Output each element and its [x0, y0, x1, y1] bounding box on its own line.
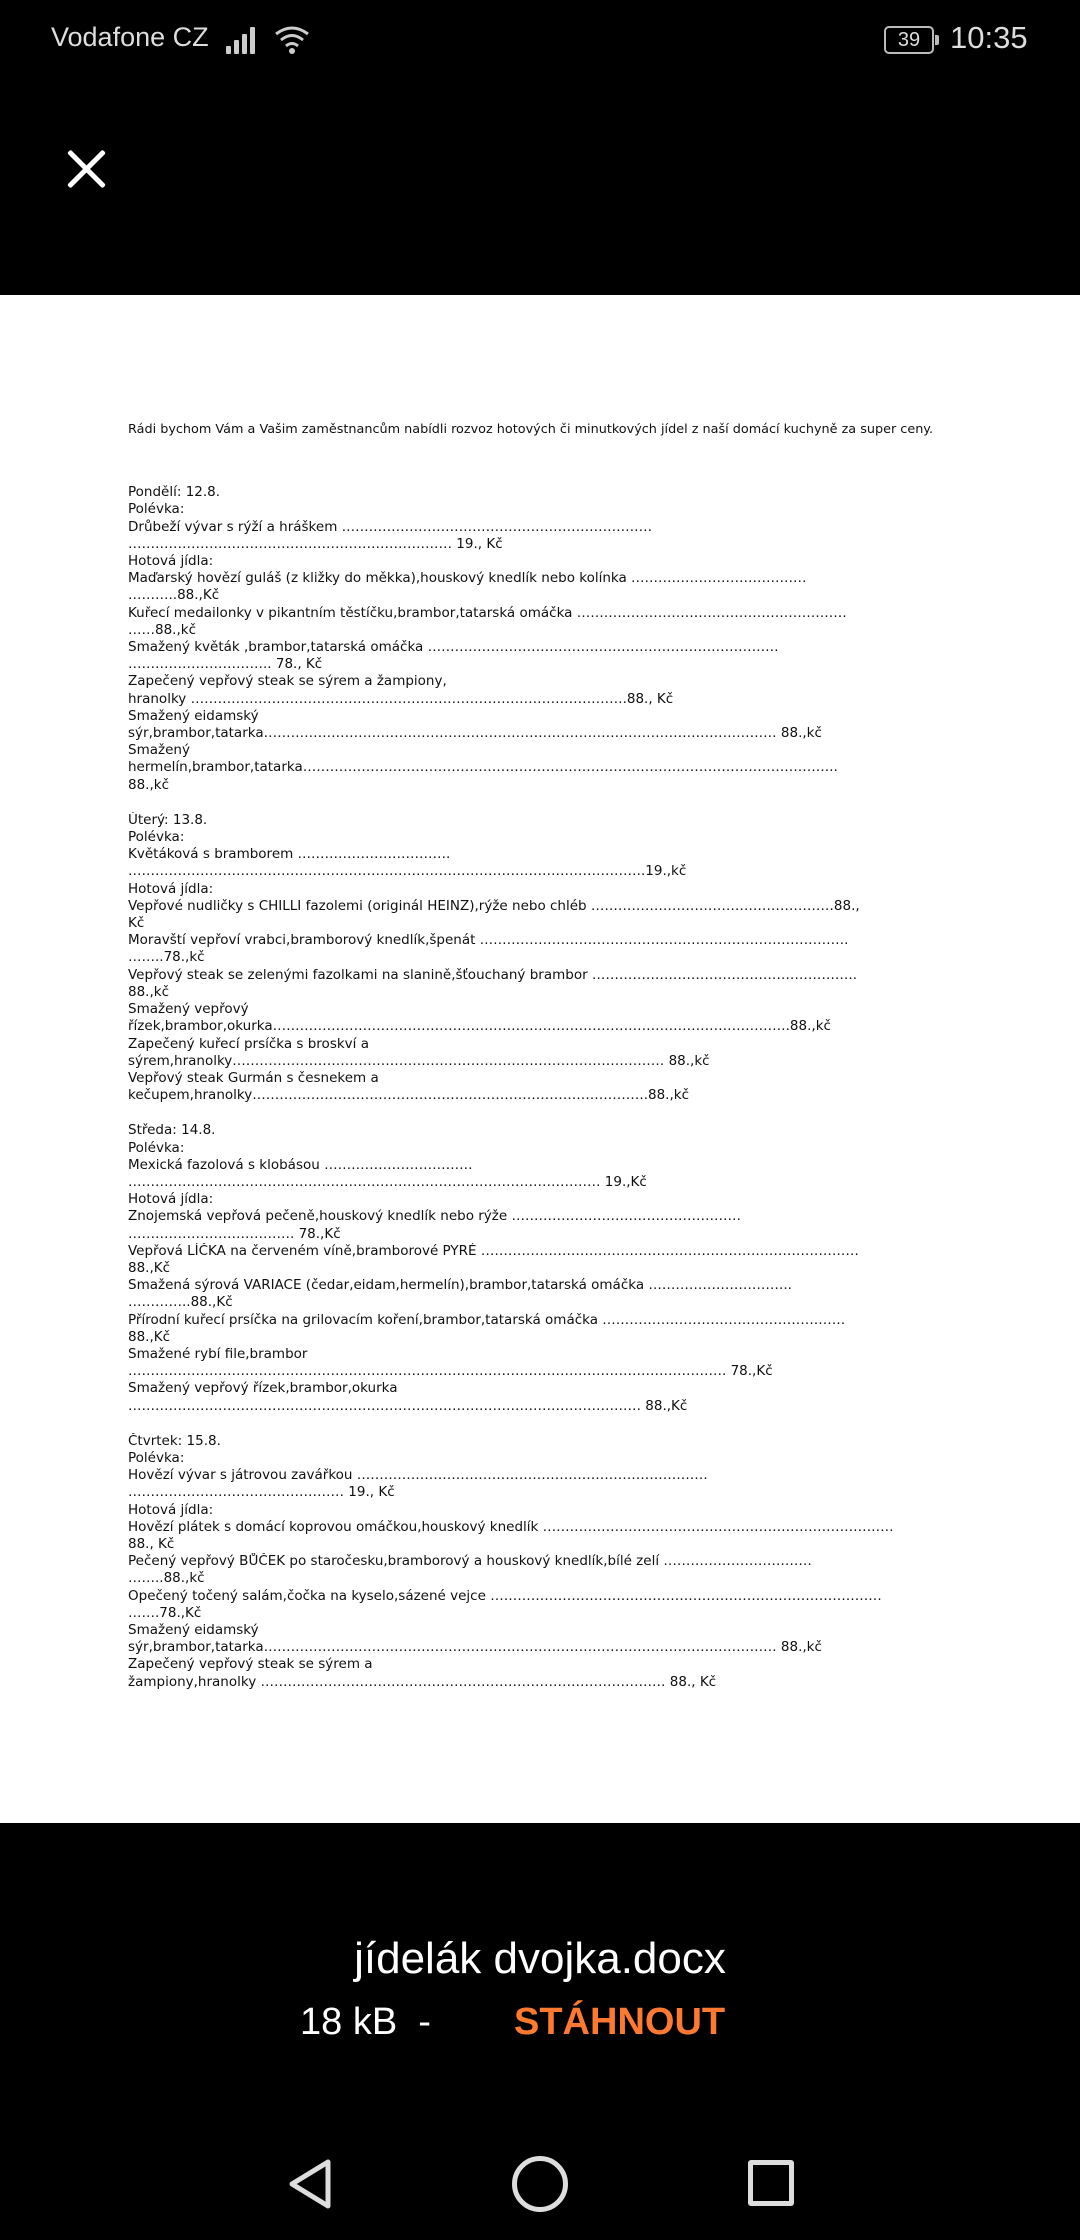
day-heading: Čtvrtek: 15.8.	[128, 1432, 221, 1449]
file-size: 18 kB -	[300, 2001, 431, 2043]
menu-line: Květáková s bramborem …………………………….	[128, 846, 451, 863]
clock: 10:35	[950, 20, 1028, 55]
menu-line: ……………………………………………………………………………………………………………………. 78.,Kč	[128, 1363, 773, 1380]
menu-line: Smažený květák ,brambor,tatarská omáčka ……………………………………………………………………	[128, 639, 779, 656]
menu-line: …….78.,Kč	[128, 1604, 202, 1621]
close-icon[interactable]	[56, 138, 116, 198]
menu-line: 88.,kč	[128, 983, 170, 1000]
menu-line: Polévka:	[128, 501, 185, 518]
menu-line: Znojemská vepřová pečeně,houskový knedlík nebo rýže ……………………………………………	[128, 1208, 741, 1225]
menu-line: Hovězí vývar s játrovou zavářkou ……………………………………………………………………	[128, 1467, 708, 1484]
menu-line: Kuřecí medailonky v pikantním těstíčku,brambor,tatarská omáčka ……………………………………………………	[128, 604, 847, 621]
menu-line: Polévka:	[128, 829, 185, 846]
menu-line: Mexická fazolová s klobásou ……………………………	[128, 1156, 473, 1173]
menu-line: Hotová jídla:	[128, 1191, 214, 1208]
menu-line: sýr,brambor,tatarka…………………………………………………………………………………………………… 88.,kč	[128, 725, 822, 742]
carrier-name: Vodafone CZ	[51, 22, 209, 52]
menu-line: kečupem,hranolky…………………………………………………………………………….88.,kč	[128, 1087, 690, 1104]
menu-line: ……88.,kč	[128, 621, 197, 638]
menu-line: Hovězí plátek s domácí koprovou omáčkou,houskový knedlík ……………………………………………………………………	[128, 1518, 894, 1535]
menu-line: Vepřová LÍČKA na červeném víně,bramborové PYRÉ …………………………………………………………………………	[128, 1242, 859, 1259]
menu-line: Drůbeží vývar s rýží a hráškem ……………………………………………………………	[128, 518, 653, 535]
menu-line: Smažená sýrová VARIACE (čedar,eidam,hermelín),brambor,tatarská omáčka …………………………..	[128, 1277, 792, 1294]
menu-line: 88.,Kč	[128, 1328, 171, 1345]
menu-line: Smažený vepřový	[128, 1001, 249, 1018]
menu-line: Smažený eidamský	[128, 707, 259, 724]
signal-icon	[226, 26, 260, 54]
menu-line: Smažený vepřový řízek,brambor,okurka	[128, 1380, 398, 1397]
menu-line: hermelín,brambor,tatarka………………………………………………………………………………………………………..	[128, 759, 838, 776]
menu-line: …………………………………………………………………………………………………….19.,kč	[128, 863, 687, 880]
menu-line: ………………………………. 78.,Kč	[128, 1225, 341, 1242]
menu-line: …………..88.,Kč	[128, 1294, 233, 1311]
menu-line: ……………………………………………………………… 19., Kč	[128, 535, 503, 552]
menu-line: sýr,brambor,tatarka…………………………………………………………………………………………………… 88.,kč	[128, 1639, 822, 1656]
status-bar	[0, 0, 1080, 80]
menu-line: 88.,kč	[128, 776, 170, 793]
document-preview[interactable]	[0, 295, 1080, 1823]
wifi-icon	[272, 24, 312, 56]
menu-line: hranolky …………………………………………………………………………………….88., Kč	[128, 690, 674, 707]
menu-line: ……..78.,kč	[128, 949, 205, 966]
menu-line: sýrem,hranolky…………………………………………………………………………………… 88.,kč	[128, 1052, 710, 1069]
menu-line: ……..88.,kč	[128, 1570, 205, 1587]
menu-day-block	[128, 1433, 948, 1691]
menu-line: ………..88.,Kč	[128, 587, 220, 604]
menu-line: 88.,Kč	[128, 1259, 171, 1276]
menu-line: Polévka:	[128, 1139, 185, 1156]
menu-line: žampiony,hranolky ……………………………………………………………………………… 88., Kč	[128, 1673, 717, 1690]
menu-line: ………………………….. 78., Kč	[128, 656, 323, 673]
menu-line: Zapečený vepřový steak se sýrem a	[128, 1656, 373, 1673]
menu-line: Opečený točený salám,čočka na kyselo,sázené vejce ……………………………………………………………………………	[128, 1587, 882, 1604]
menu-line: Zapečený kuřecí prsíčka s broskví a	[128, 1035, 369, 1052]
menu-line: Moravští vepřoví vrabci,bramborový knedlík,špenát ……………………………………………………………………….	[128, 932, 849, 949]
document-content	[128, 421, 948, 1709]
menu-line: 88., Kč	[128, 1535, 175, 1552]
menu-line: Pečený vepřový BŮČEK po staročesku,bramborový a houskový knedlík,bílé zelí ……………………………	[128, 1553, 812, 1570]
menu-line: Kč	[128, 915, 145, 932]
menu-line: Smažené rybí file,brambor	[128, 1345, 308, 1362]
day-heading: Pondělí: 12.8.	[128, 484, 221, 501]
menu-line: Vepřové nudličky s CHILLI fazolemi (originál HEINZ),rýže nebo chléb ………………………………………………88.,	[128, 897, 860, 914]
download-button[interactable]: STÁHNOUT	[514, 2001, 726, 2043]
menu-day-block	[128, 484, 948, 794]
menu-line: Přírodní kuřecí prsíčka na grilovacím koření,brambor,tatarská omáčka ………………………………………………	[128, 1311, 846, 1328]
menu-line: Hotová jídla:	[128, 553, 214, 570]
menu-line: řízek,brambor,okurka…………………………………………………………………………………………………….88.,kč	[128, 1018, 831, 1035]
menu-day-block	[128, 812, 948, 1104]
menu-line: Smažený eidamský	[128, 1622, 259, 1638]
menu-line: Hotová jídla:	[128, 880, 214, 897]
day-heading: Úterý: 13.8.	[128, 811, 208, 828]
document-intro: Rádi bychom Vám a Vašim zaměstnancům nabídli rozvoz hotových či minutkových jídel z naší domácí kuchyně za super ceny.	[128, 422, 934, 437]
file-name: jídelák dvojka.docx	[354, 1934, 726, 1983]
menu-line: Vepřový steak Gurmán s česnekem a	[128, 1069, 379, 1086]
menu-line: Vepřový steak se zelenými fazolkami na slanině,šťouchaný brambor …………………………………………………..	[128, 966, 858, 983]
menu-line: Polévka:	[128, 1449, 185, 1466]
menu-line: Hotová jídla:	[128, 1501, 214, 1518]
menu-line: …………………………………………………………………………………………… 19.,Kč	[128, 1173, 647, 1190]
menu-line: Smažený	[128, 742, 190, 759]
back-icon[interactable]	[284, 2156, 336, 2212]
menu-day-block	[128, 1122, 948, 1414]
day-heading: Středa: 14.8.	[128, 1122, 216, 1139]
navigation-bar	[0, 2140, 1080, 2240]
recents-icon[interactable]	[748, 2160, 794, 2206]
menu-line: Zapečený vepřový steak se sýrem a žampiony,	[128, 673, 447, 690]
menu-line: ………………………………………… 19., Kč	[128, 1484, 395, 1501]
menu-line: …………………………………………………………………………………………………… 88.,Kč	[128, 1397, 688, 1414]
menu-line: Maďarský hovězí guláš (z kližky do měkka),houskový knedlík nebo kolínka …………………………………	[128, 570, 807, 587]
home-icon[interactable]	[512, 2156, 568, 2212]
battery-icon: 39	[884, 26, 934, 54]
